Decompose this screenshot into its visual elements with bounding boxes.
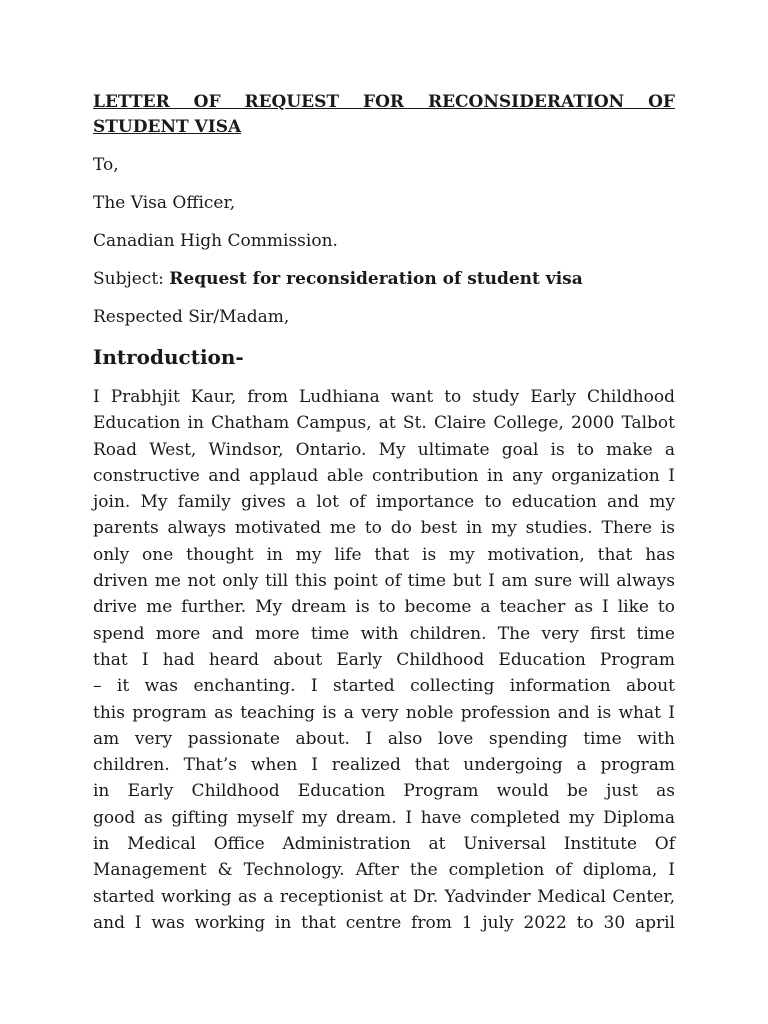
to-line: To, xyxy=(93,155,119,175)
body-line: only one thought in my life that is my motivation, that has xyxy=(93,544,675,565)
salutation: Respected Sir/Madam, xyxy=(93,307,290,327)
body-line: drive me further. My dream is to become a teacher as I like to xyxy=(93,597,675,618)
body-line: I Prabhjit Kaur, from Ludhiana want to study Early Childhood xyxy=(93,387,675,407)
body-line: in Medical Office Administration at Universal Institute Of xyxy=(93,834,675,855)
body-line: constructive and applaud able contribution in any organization I xyxy=(93,465,675,486)
subject-text: Request for reconsideration of student visa xyxy=(169,269,583,289)
body-line: in Early Childhood Education Program would be just as xyxy=(93,781,675,802)
body-line: – it was enchanting. I started collecting information about xyxy=(93,676,675,697)
body-line: started working as a receptionist at Dr. Yadvinder Medical Center, xyxy=(93,886,675,907)
section-heading-introduction: Introduction- xyxy=(93,345,244,369)
body-line: Education in Chatham Campus, at St. Claire College, 2000 Talbot xyxy=(93,413,675,434)
body-line: that I had heard about Early Childhood Education Program xyxy=(93,649,675,670)
subject-label: Subject: xyxy=(93,269,170,289)
body-line: driven me not only till this point of time but I am sure will always xyxy=(93,571,675,592)
recipient-name: The Visa Officer, xyxy=(93,193,236,213)
body-line: this program as teaching is a very noble profession and is what I xyxy=(93,702,675,723)
body-line: good as gifting myself my dream. I have completed my Diploma xyxy=(93,807,675,828)
recipient-office: Canadian High Commission. xyxy=(93,231,338,251)
body-line: parents always motivated me to do best in my studies. There is xyxy=(93,518,675,539)
body-line: am very passionate about. I also love spending time with xyxy=(93,728,675,749)
body-line: join. My family gives a lot of importance to education and my xyxy=(93,492,675,513)
body-line: children. That’s when I realized that undergoing a program xyxy=(93,755,675,776)
letter-title: LETTER OF REQUEST FOR RECONSIDERATION OF STUDENT VISA xyxy=(93,92,675,137)
body-line: Road West, Windsor, Ontario. My ultimate goal is to make a xyxy=(93,439,675,460)
body-line: spend more and more time with children. The very first time xyxy=(93,623,675,644)
subject-line xyxy=(93,268,583,290)
introduction-paragraph xyxy=(93,384,675,936)
body-line: Management & Technology. After the completion of diploma, I xyxy=(93,860,675,881)
body-line: and I was working in that centre from 1 july 2022 to 30 april xyxy=(93,912,675,933)
